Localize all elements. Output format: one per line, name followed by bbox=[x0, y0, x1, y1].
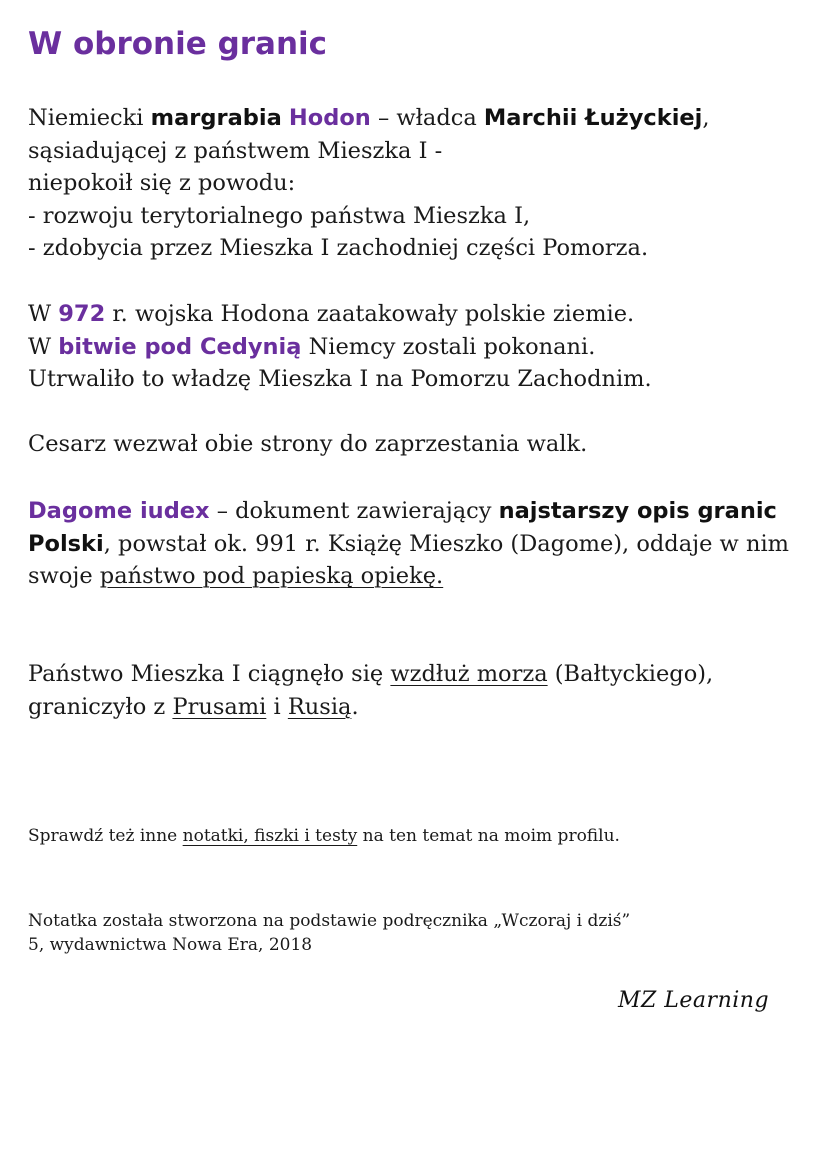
underlined-phrase: Prusami bbox=[172, 693, 267, 720]
underlined-phrase: Rusią bbox=[287, 693, 352, 720]
text: (Bałtyckiego), graniczyło z bbox=[28, 661, 714, 720]
text: na ten temat na moim profilu. bbox=[357, 826, 620, 846]
text: , sąsiadującej z państwem Mieszka I - bbox=[28, 105, 710, 164]
highlight-term: bitwie pod Cedynią bbox=[58, 333, 302, 360]
paragraph-cedynia bbox=[28, 298, 818, 396]
notes-link[interactable]: notatki, fiszki i testy bbox=[182, 826, 358, 846]
page-title: W obronie granic bbox=[28, 26, 328, 62]
list-item: - zdobycia przez Mieszka I zachodniej części Pomorza. bbox=[28, 235, 649, 261]
text: W bbox=[28, 333, 59, 360]
text: i bbox=[266, 693, 288, 720]
underlined-phrase: państwo pod papieską opiekę. bbox=[99, 563, 444, 589]
highlight-term: Dagome iudex bbox=[28, 498, 210, 524]
paragraph-cesarz bbox=[28, 428, 818, 461]
text: – dokument zawierający bbox=[209, 498, 499, 524]
paragraph-dagome bbox=[28, 495, 818, 593]
text: Cesarz wezwał obie strony do zaprzestania walk. bbox=[28, 431, 588, 457]
bold-term: Marchii Łużyckiej bbox=[483, 105, 703, 131]
profile-note bbox=[28, 824, 818, 848]
source-note bbox=[28, 909, 818, 957]
underlined-phrase: wzdłuż morza bbox=[390, 661, 548, 687]
text: r. wojska Hodona zaatakowały polskie ziemie. bbox=[105, 301, 635, 327]
author-signature: MZ Learning bbox=[618, 988, 770, 1013]
paragraph-hodon bbox=[28, 102, 818, 265]
text: W bbox=[28, 301, 59, 327]
text: Sprawdź też inne bbox=[28, 826, 183, 846]
text: Państwo Mieszka I ciągnęło się bbox=[28, 661, 391, 687]
highlight-term: Hodon bbox=[288, 105, 371, 131]
highlight-year: 972 bbox=[58, 301, 106, 327]
text: niepokoił się z powodu: bbox=[28, 170, 296, 196]
bold-term: margrabia bbox=[150, 105, 282, 131]
text: Utrwaliło to władzę Mieszka I na Pomorzu Zachodnim. bbox=[28, 366, 652, 392]
text: , powstał ok. 991 r. Książę Mieszko (Dagome), oddaje w nim swoje bbox=[28, 530, 789, 589]
text bbox=[282, 105, 289, 131]
text: . bbox=[351, 693, 359, 720]
source-line: 5, wydawnictwa Nowa Era, 2018 bbox=[28, 935, 313, 955]
bold-term: najstarszy opis granic Polski bbox=[28, 498, 777, 557]
paragraph-borders bbox=[28, 658, 818, 723]
text: Niemiecki bbox=[28, 105, 151, 131]
list-item: - rozwoju terytorialnego państwa Mieszka I, bbox=[28, 202, 531, 229]
text: – władca bbox=[370, 105, 484, 131]
source-line: Notatka została stworzona na podstawie podręcznika „Wczoraj i dziś” bbox=[28, 911, 631, 931]
text: Niemcy zostali pokonani. bbox=[301, 333, 596, 360]
